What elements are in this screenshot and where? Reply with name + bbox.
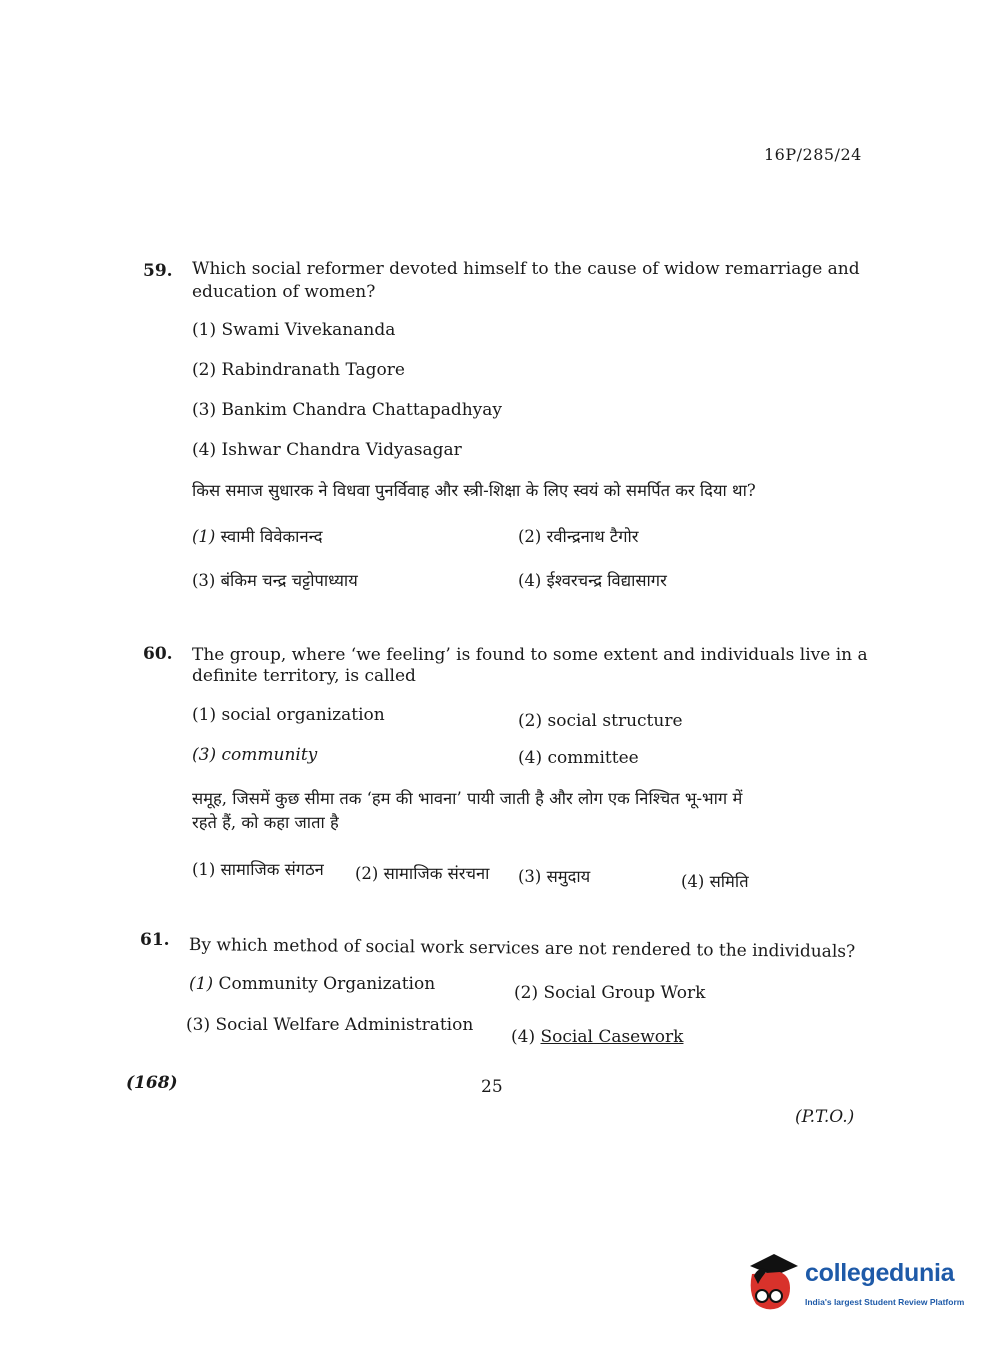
- hindi-question-text-line1: समूह, जिसमें कुछ सीमा तक ‘हम की भावना’ पायी जाती है और लोग एक निश्चित भू-भाग में: [192, 789, 743, 808]
- question-text-line1: Which social reformer devoted himself to the cause of widow remarriage and: [192, 259, 860, 279]
- question-text-line1: The group, where ‘we feeling’ is found to some extent and individuals live in a: [192, 645, 868, 665]
- option-2: (2) Social Group Work: [514, 983, 706, 1003]
- brand-name: collegedunia: [805, 1259, 955, 1287]
- question-number: 59.: [143, 261, 173, 281]
- option-1: (1) social organization: [192, 705, 385, 725]
- option-4: (4) Social Casework: [511, 1027, 684, 1047]
- hindi-option-3: (3) समुदाय: [518, 867, 591, 886]
- mascot-icon: [744, 1252, 802, 1314]
- hindi-option-1: (1) स्वामी विवेकानन्द: [192, 527, 323, 546]
- option-2: (2) Rabindranath Tagore: [192, 360, 405, 380]
- page-number: 25: [481, 1077, 503, 1097]
- question-number: 61.: [140, 930, 170, 950]
- option-2: (2) social structure: [518, 711, 683, 731]
- hindi-option-2: (2) सामाजिक संरचना: [355, 864, 490, 883]
- option-3: (3) Social Welfare Administration: [186, 1015, 474, 1035]
- option-3: (3) community: [192, 745, 318, 765]
- hindi-option-3: (3) बंकिम चन्द्र चट्टोपाध्याय: [192, 571, 358, 590]
- option-3: (3) Bankim Chandra Chattapadhyay: [192, 400, 503, 420]
- question-text-line2: definite territory, is called: [192, 666, 416, 686]
- hindi-option-4: (4) ईश्वरचन्द्र विद्यासागर: [518, 571, 667, 590]
- option-4: (4) committee: [518, 748, 639, 768]
- hindi-question-text-line2: रहते हैं, को कहा जाता है: [192, 813, 339, 832]
- option-4: (4) Ishwar Chandra Vidyasagar: [192, 440, 462, 460]
- pto-note: (P.T.O.): [795, 1107, 855, 1127]
- brand-tagline: India's largest Student Review Platform: [805, 1297, 965, 1307]
- hindi-option-4: (4) समिति: [681, 872, 749, 891]
- option-1: (1) Community Organization: [189, 974, 436, 994]
- hindi-option-1: (1) सामाजिक संगठन: [192, 860, 324, 879]
- question-text-line2: education of women?: [192, 282, 376, 302]
- paper-code: 16P/285/24: [764, 145, 862, 164]
- hindi-question-text: किस समाज सुधारक ने विधवा पुनर्विवाह और स्त्री-शिक्षा के लिए स्वयं को समर्पित कर दिया था?: [192, 481, 756, 500]
- booklet-code: (168): [126, 1073, 178, 1093]
- question-number: 60.: [143, 644, 173, 664]
- question-text: By which method of social work services are not rendered to the individuals?: [188, 934, 856, 962]
- option-1: (1) Swami Vivekananda: [192, 320, 396, 340]
- hindi-option-2: (2) रवीन्द्रनाथ टैगोर: [518, 527, 639, 546]
